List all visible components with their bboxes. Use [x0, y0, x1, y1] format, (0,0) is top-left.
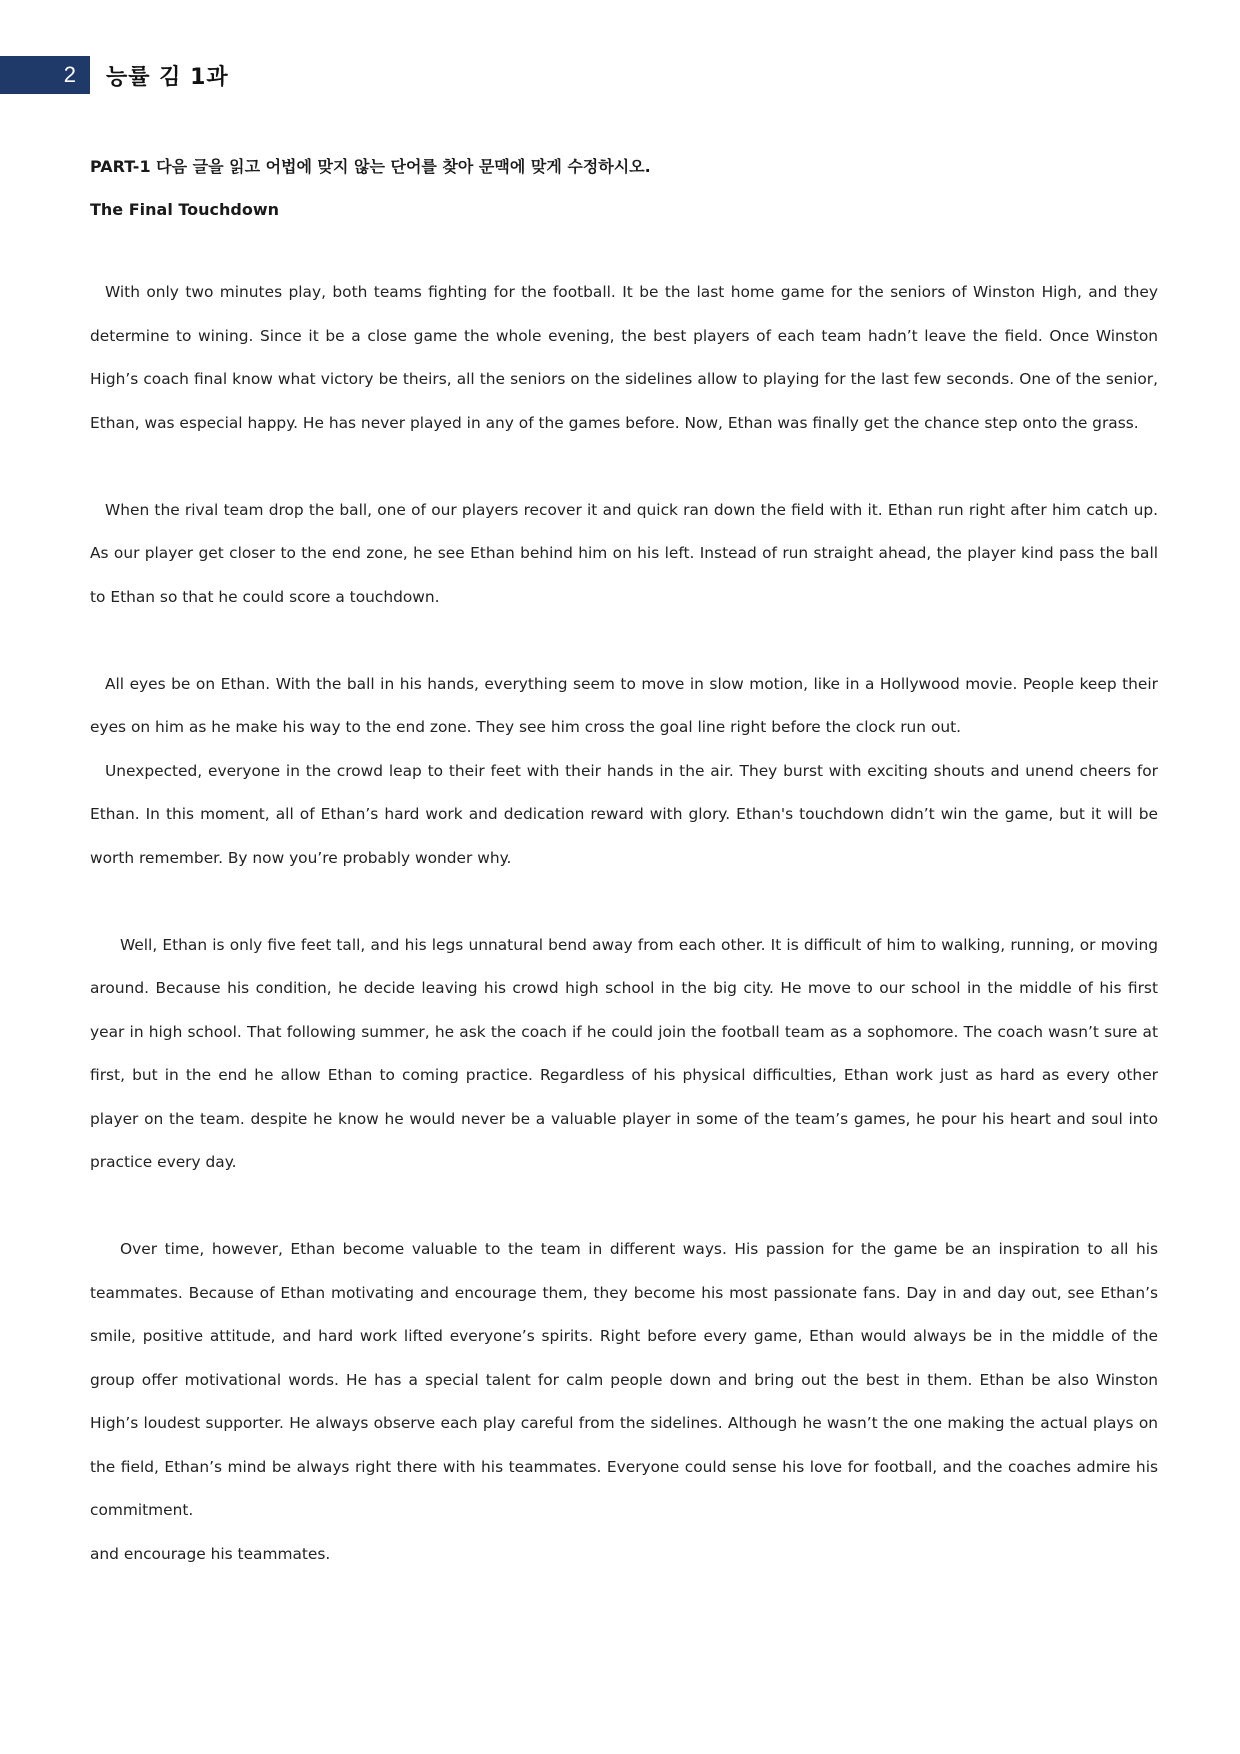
- paragraph-4: Unexpected, everyone in the crowd leap to their feet with their hands in the air. They burst with exciting shouts and unend cheers for Ethan. In this moment, all of Ethan’s hard work and dedication reward with glory. Ethan's touchdown didn’t win the game, but it will be worth remember. By now you’re probably wonder why.: [90, 761, 1158, 867]
- exercise-instruction: PART-1 다음 글을 읽고 어법에 맞지 않는 단어를 찾아 문맥에 맞게 수정하시오.: [90, 157, 651, 176]
- page-header: [0, 56, 229, 94]
- lesson-title: 능률 김 1과: [106, 64, 229, 90]
- worksheet-content: [90, 150, 1158, 1576]
- page-number: 2: [0, 56, 90, 94]
- paragraph-6: Over time, however, Ethan become valuable to the team in different ways. His passion for the game be an inspiration to all his teammates. Because of Ethan motivating and encourage them, they become his most passionate fans. Day in and day out, see Ethan’s smile, positive attitude, and hard work lifted everyone’s spirits. Right before every game, Ethan would always be in the middle of the group offer motivational words. He has a special talent for calm people down and bring out the best in them. Ethan be also Winston High’s loudest supporter. He always observe each play careful from the sidelines. Although he wasn’t the one making the actual plays on the field, Ethan’s mind be always right there with his teammates. Everyone could sense his love for football, and the coaches admire his commitment.: [90, 1240, 1158, 1519]
- passage-body: [90, 271, 1158, 1576]
- paragraph-2: When the rival team drop the ball, one of our players recover it and quick ran down the field with it. Ethan run right after him catch up. As our player get closer to the end zone, he see Ethan behind him on his left. Instead of run straight ahead, the player kind pass the ball to Ethan so that he could score a touchdown.: [90, 500, 1158, 606]
- paragraph-3: All eyes be on Ethan. With the ball in his hands, everything seem to move in slow motion, like in a Hollywood movie. People keep their eyes on him as he make his way to the end zone. They see him cross the goal line right before the clock run out.: [90, 674, 1158, 736]
- passage-title: The Final Touchdown: [90, 200, 280, 219]
- paragraph-1: With only two minutes play, both teams fighting for the football. It be the last home game for the seniors of Winston High, and they determine to wining. Since it be a close game the whole evening, the best players of each team hadn’t leave the field. Once Winston High’s coach final know what victory be theirs, all the seniors on the sidelines allow to playing for the last few seconds. One of the senior, Ethan, was especial happy. He has never played in any of the games before. Now, Ethan was finally get the chance step onto the grass.: [90, 283, 1158, 432]
- paragraph-7: and encourage his teammates.: [90, 1544, 331, 1563]
- paragraph-5: Well, Ethan is only five feet tall, and his legs unnatural bend away from each other. It is difficult of him to walking, running, or moving around. Because his condition, he decide leaving his crowd high school in the big city. He move to our school in the middle of his first year in high school. That following summer, he ask the coach if he could join the football team as a sophomore. The coach wasn’t sure at first, but in the end he allow Ethan to coming practice. Regardless of his physical difficulties, Ethan work just as hard as every other player on the team. despite he know he would never be a valuable player in some of the team’s games, he pour his heart and soul into practice every day.: [90, 935, 1158, 1171]
